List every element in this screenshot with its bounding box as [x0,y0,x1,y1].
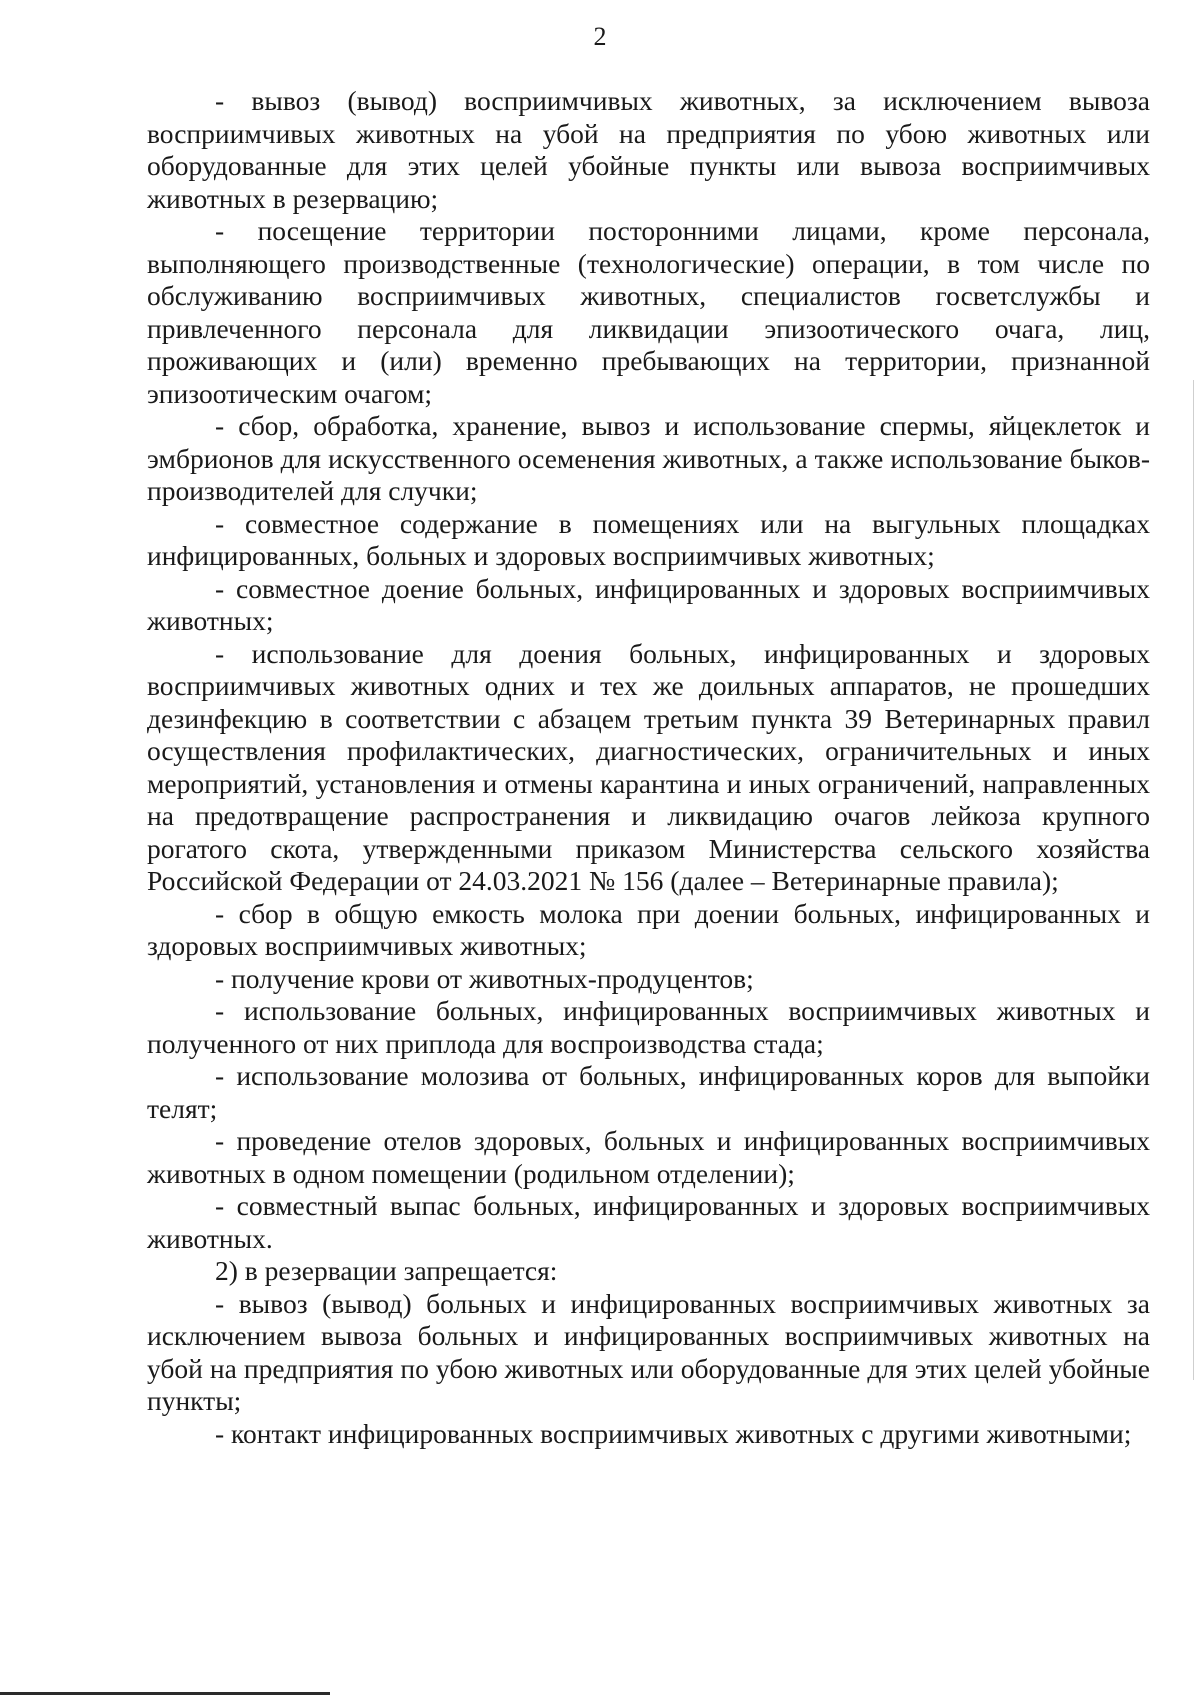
paragraph-prohibition-visits: - посещение территории посторонними лицами, кроме персонала, выполняющего производственные (технологические) операции, в том числе по обслуживанию восприимчивых животных, специалистов госветслужбы и привлеченного персонала для ликвидации эпизоотического очага, лиц, проживающих и (или) временно пребывающих на территории, признанной эпизоотическим очагом; [147,215,1150,409]
paragraph-prohibition-joint-keeping: - совместное содержание в помещениях или на выгульных площадках инфицированных, больных и здоровых восприимчивых животных; [147,507,1150,571]
paragraph-reservation-contact: - контакт инфицированных восприимчивых животных с другими животными; [215,1417,1132,1449]
paragraph-prohibition-export: - вывоз (вывод) восприимчивых животных, за исключением вывоза восприимчивых животных на убой на предприятия по убою животных или оборудованные для этих целей убойные пункты или вывоза восприимчивых животных в резервацию; [147,85,1150,214]
paragraph-prohibition-milk-collection: - сбор в общую емкость молока при доении больных, инфицированных и здоровых восприимчивых животных; [147,897,1150,961]
paragraph-prohibition-sperm: - сбор, обработка, хранение, вывоз и использование спермы, яйцеклеток и эмбрионов для искусственного осеменения животных, а также использование быков-производителей для случки; [147,410,1150,506]
paragraph-reservation-export: - вывоз (вывод) больных и инфицированных восприимчивых животных за исключением вывоза больных и инфицированных восприимчивых животных на убой на предприятия по убою животных или оборудованные для этих целей убойные пункты; [147,1287,1150,1416]
paragraph-reservation-heading: 2) в резервации запрещается: [215,1255,558,1286]
paragraph-prohibition-colostrum: - использование молозива от больных, инфицированных коров для выпойки телят; [147,1060,1150,1124]
page-number: 2 [593,22,607,51]
paragraph-prohibition-milking-devices: - использование для доения больных, инфицированных и здоровых восприимчивых животных одних и тех же доильных аппаратов, не прошедших дезинфекцию в соответствии с абзацем третьим пункта 39 Ветеринарных правил осуществления профилактических, диагностических, ограничительных и иных мероприятий, установления и отмены карантина и иных ограничений, направленных на предотвращение распространения и ликвидацию очагов лейкоза крупного рогатого скота, утвержденными приказом Министерства сельского хозяйства Российской Федерации от 24.03.2021 № 156 (далее – Ветеринарные правила); [147,637,1150,896]
paragraph-prohibition-blood: - получение крови от животных-продуцентов; [215,962,754,994]
scan-edge-line [1193,380,1194,1380]
scan-bottom-line [0,1692,330,1695]
paragraph-prohibition-calving: - проведение отелов здоровых, больных и инфицированных восприимчивых животных в одном помещении (родильном отделении); [147,1125,1150,1189]
paragraph-prohibition-reproduction: - использование больных, инфицированных восприимчивых животных и полученного от них приплода для воспроизводства стада; [147,995,1150,1059]
document-body [147,85,1150,1450]
paragraph-prohibition-joint-milking: - совместное доение больных, инфицированных и здоровых восприимчивых животных; [147,572,1150,636]
paragraph-prohibition-grazing: - совместный выпас больных, инфицированных и здоровых восприимчивых животных. [147,1190,1150,1254]
